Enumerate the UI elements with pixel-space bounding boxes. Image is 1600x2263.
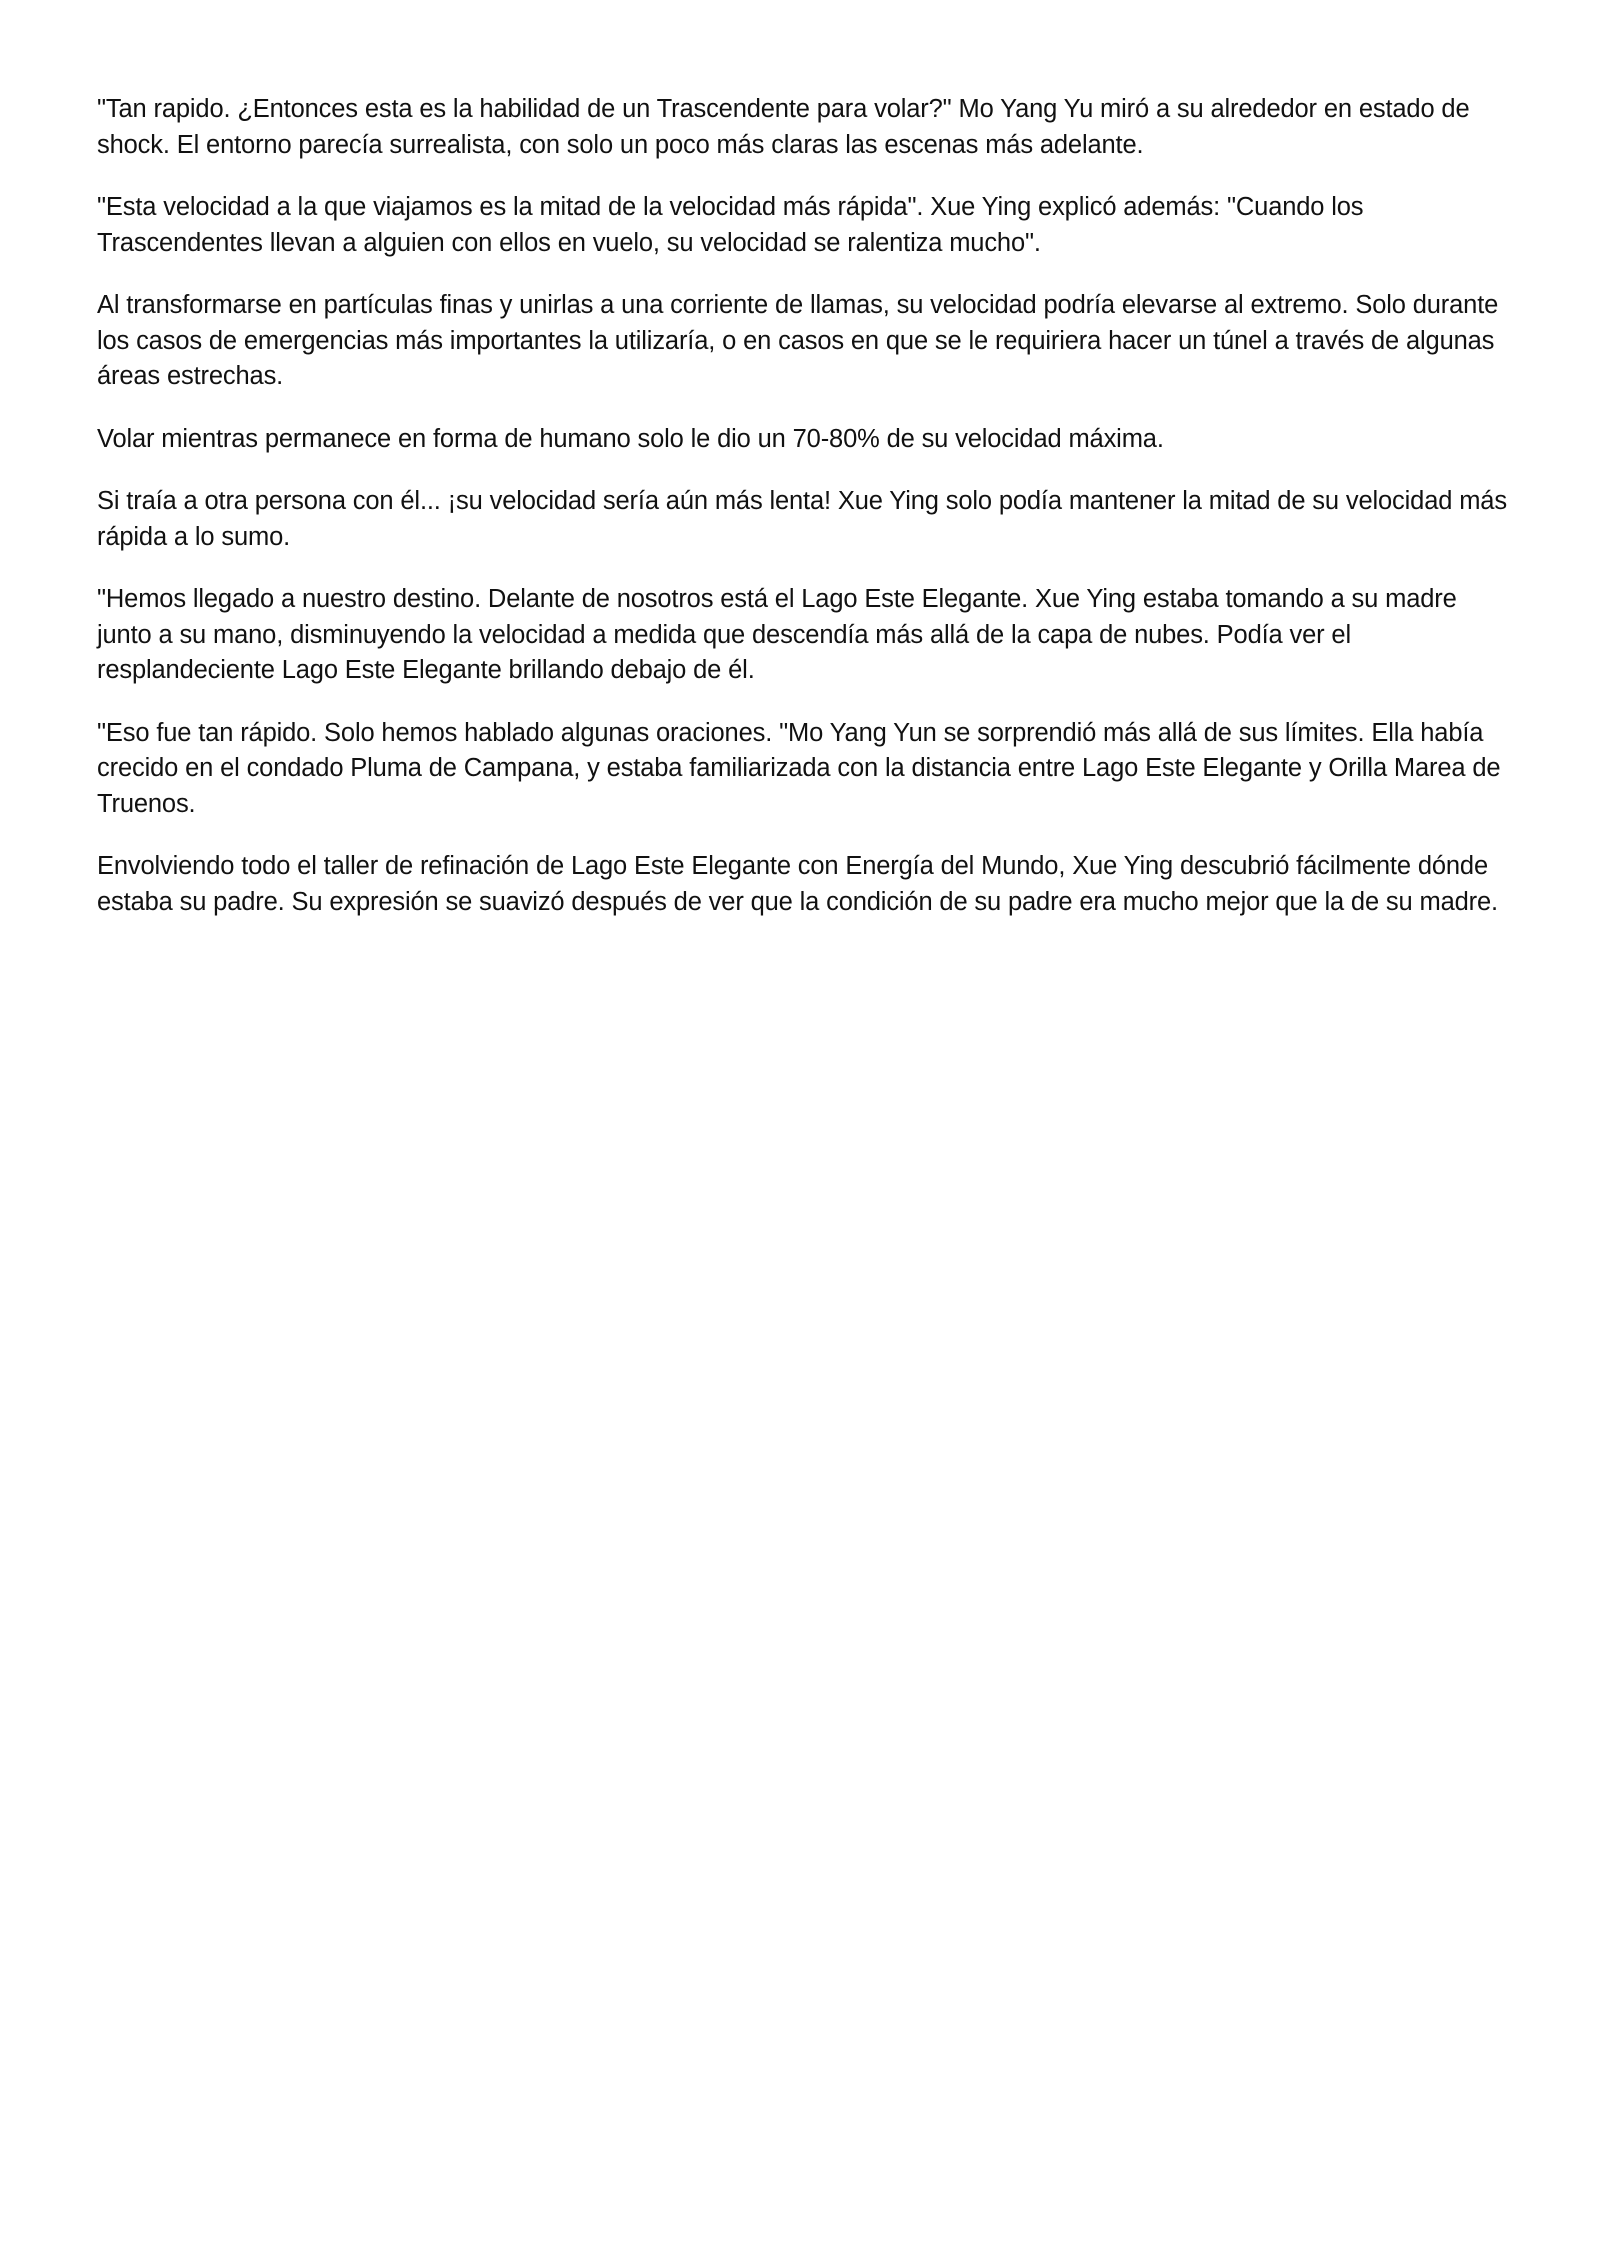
paragraph: "Eso fue tan rápido. Solo hemos hablado algunas oraciones. "Mo Yang Yun se sorprendió más allá de sus límites. Ella había crecido en el condado Pluma de Campana, y estaba familiarizada con la distancia entre Lago Este Elegante y Orilla Marea de Truenos. [97, 718, 1501, 818]
paragraph: Si traía a otra persona con él... ¡su velocidad sería aún más lenta! Xue Ying solo podía mantener la mitad de su velocidad más rápida a lo sumo. [97, 487, 1507, 551]
paragraph: Envolviendo todo el taller de refinación de Lago Este Elegante con Energía del Mundo, Xue Ying descubrió fácilmente dónde estaba su padre. Su expresión se suavizó después de ver que la condición de su padre era mucho mejor que la de su madre. [97, 852, 1498, 916]
paragraph: "Tan rapido. ¿Entonces esta es la habilidad de un Trascendente para volar?" Mo Yang Yu miró a su alrededor en estado de shock. El entorno parecía surrealista, con solo un poco más claras las escenas más adelante. [97, 95, 1470, 159]
paragraph: "Esta velocidad a la que viajamos es la mitad de la velocidad más rápida". Xue Ying explicó además: "Cuando los Trascendentes llevan a alguien con ellos en vuelo, su velocidad se ralentiza mucho". [97, 193, 1364, 257]
paragraph: "Hemos llegado a nuestro destino. Delante de nosotros está el Lago Este Elegante. Xue Ying estaba tomando a su madre junto a su mano, disminuyendo la velocidad a medida que descendía más allá de la capa de nubes. Podía ver el resplandeciente Lago Este Elegante brillando debajo de él. [97, 585, 1457, 684]
paragraph: Al transformarse en partículas finas y unirlas a una corriente de llamas, su velocidad podría elevarse al extremo. Solo durante los casos de emergencias más importantes la utilizaría, o en casos en que se le requiriera hacer un túnel a través de algunas áreas estrechas. [97, 291, 1499, 390]
document-page [97, 92, 1517, 947]
paragraph: Volar mientras permanece en forma de humano solo le dio un 70-80% de su velocidad máxima. [97, 424, 1164, 453]
